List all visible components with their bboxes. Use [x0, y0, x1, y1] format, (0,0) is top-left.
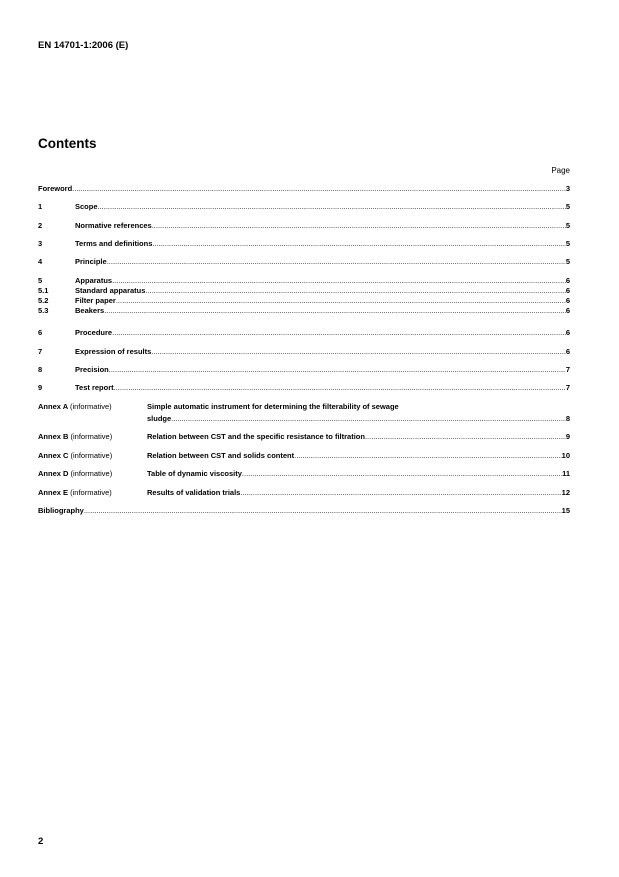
page-title: Contents — [38, 136, 97, 151]
toc-entry-page: 6 — [565, 328, 570, 337]
toc-entry-page: 6 — [565, 306, 570, 315]
toc-entry-number: 6 — [38, 328, 43, 337]
toc-entry-title: Standard apparatus — [75, 286, 146, 295]
toc-entry-page: 10 — [561, 451, 570, 460]
page-number: 2 — [38, 836, 44, 847]
toc-entry-page: 3 — [565, 184, 570, 193]
toc-entry-annex-b[interactable] — [38, 431, 570, 442]
toc-entry-annex-e[interactable] — [38, 487, 570, 498]
toc-entry-number: 5.1 — [38, 286, 49, 295]
toc-entry-title: Beakers — [75, 306, 105, 315]
toc-entry-annex-c[interactable] — [38, 450, 570, 461]
toc-entry-number: 7 — [38, 347, 43, 356]
toc-entry-terms[interactable] — [38, 238, 570, 249]
toc-entry-title: Normative references — [75, 221, 152, 230]
toc-entry-page: 7 — [565, 365, 570, 374]
toc-entry-number: Annex E — [38, 488, 69, 497]
toc-entry-page: 7 — [565, 383, 570, 392]
toc-entry-page: 11 — [562, 469, 570, 478]
toc-entry-number: Annex B — [38, 432, 69, 441]
toc-entry-title: Filter paper — [75, 296, 116, 305]
toc-entry-title: Expression of results — [75, 347, 152, 356]
toc-entry-number: 9 — [38, 383, 43, 392]
toc-entry-title: Scope — [75, 202, 98, 211]
toc-entry-title: Principle — [75, 257, 107, 266]
toc-entry-title: Table of dynamic viscosity — [147, 469, 242, 478]
toc-entry-informative: (informative) — [70, 451, 113, 460]
toc-entry-number: 3 — [38, 239, 43, 248]
toc-entry-title: Relation between CST and the specific resistance to filtration — [147, 432, 365, 441]
toc-entry-number: Annex A — [38, 402, 68, 411]
toc-entry-informative: (informative) — [69, 402, 112, 411]
toc-entry-number: 5.2 — [38, 296, 49, 305]
toc-entry-annex-a-continued[interactable] — [38, 413, 570, 424]
toc-entry-page: 5 — [565, 202, 570, 211]
toc-entry-page: 12 — [561, 488, 570, 497]
toc-entry-principle[interactable] — [38, 256, 570, 267]
toc-entry-informative: (informative) — [70, 488, 112, 497]
page-column-label: Page — [551, 166, 570, 175]
toc-entry-title: Foreword — [38, 184, 73, 193]
toc-entry-title: Procedure — [75, 328, 113, 337]
toc-entry-number: Annex D — [38, 469, 69, 478]
toc-entry-title: Simple automatic instrument for determining the filterability of sewage — [147, 402, 399, 411]
toc-entry-page: 5 — [565, 239, 570, 248]
toc-entry-number: Annex C — [38, 451, 69, 460]
toc-entry-title: Terms and definitions — [75, 239, 153, 248]
toc-entry-page: 6 — [565, 286, 570, 295]
toc-entry-annex-a[interactable] — [38, 401, 570, 412]
toc-entry-page: 6 — [565, 296, 570, 305]
toc-entry-normative-references[interactable] — [38, 220, 570, 231]
toc-entry-number: 8 — [38, 365, 43, 374]
toc-entry-title: Apparatus — [75, 276, 113, 285]
toc-entry-precision[interactable] — [38, 364, 570, 375]
toc-entry-scope[interactable] — [38, 201, 570, 212]
toc-entry-number: 1 — [38, 202, 43, 211]
toc-entry-title: Precision — [75, 365, 109, 374]
toc-entry-number: 5 — [38, 276, 43, 285]
toc-entry-number: 5.3 — [38, 306, 49, 315]
toc-entry-page: 15 — [561, 506, 570, 515]
toc-entry-page: 6 — [565, 276, 570, 285]
toc-entry-page: 9 — [565, 432, 570, 441]
toc-entry-procedure[interactable] — [38, 327, 570, 338]
toc-entry-title: Relation between CST and solids content — [147, 451, 295, 460]
toc-entry-foreword[interactable] — [38, 183, 570, 194]
document-header: EN 14701-1:2006 (E) — [38, 40, 129, 51]
toc-entry-informative: (informative) — [70, 469, 113, 478]
toc-entry-expression-of-results[interactable] — [38, 346, 570, 357]
toc-entry-informative: (informative) — [70, 432, 113, 441]
toc-entry-title: Bibliography — [38, 506, 84, 515]
toc-entry-test-report[interactable] — [38, 382, 570, 393]
toc-entry-page: 8 — [565, 414, 570, 423]
toc-entry-number: 2 — [38, 221, 43, 230]
toc-entry-title: Results of validation trials — [147, 488, 241, 497]
toc-entry-page: 6 — [565, 347, 570, 356]
toc-entry-page: 5 — [565, 221, 570, 230]
toc-entry-annex-d[interactable] — [38, 468, 570, 479]
toc-entry-beakers[interactable] — [38, 305, 570, 316]
toc-entry-title: Test report — [75, 383, 114, 392]
toc-entry-number: 4 — [38, 257, 43, 266]
toc-entry-page: 5 — [565, 257, 570, 266]
toc-entry-title: sludge — [147, 414, 172, 423]
toc-entry-bibliography[interactable] — [38, 505, 570, 516]
